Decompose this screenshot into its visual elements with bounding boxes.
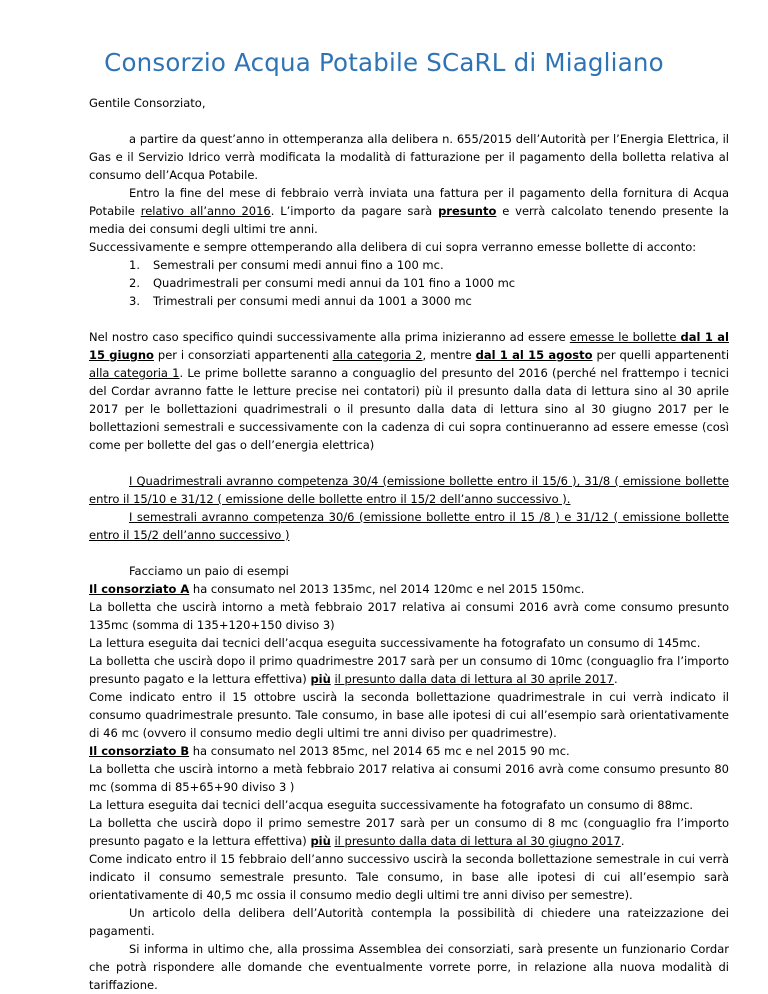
example-b-line: Come indicato entro il 15 febbraio dell’anno successivo uscirà la seconda bollettazione semestrale in cui verrà indicato il consumo semestrale presunto. Tale consumo, in base alle ipotesi di cui all’esempio sarà orientativamente di 40,5 mc ossia il consumo medio degli ultimi tre anni diviso per semestre). xyxy=(89,852,729,902)
list-item: 2. Quadrimestrali per consumi medi annui da 101 fino a 1000 mc xyxy=(129,276,516,290)
example-a-line: La bolletta che uscirà intorno a metà febbraio 2017 relativa ai consumi 2016 avrà come consumo presunto 135mc (somma di 135+120+150 diviso 3) xyxy=(89,600,729,632)
example-a-line: La lettura eseguita dai tecnici dell’acqua eseguita successivamente ha fotografato un consumo di 145mc. xyxy=(89,636,701,650)
paragraph-specific-case: Nel nostro caso specifico quindi successivamente alla prima inizieranno ad essere emesse le bollette dal 1 al 15 giugno per i consorziati appartenenti alla categoria 2, mentre dal 1 al 15 agosto per quelli appartenenti alla categoria 1. Le prime bollette saranno a conguaglio del presunto del 2016 (perché nel frattempo i tecnici del Cordar avranno fatte le letture precise nei contatori) più il presunto dalla data di lettura sino al 30 aprile 2017 per le bollettazioni quadrimestrali o il presunto dalla data di lettura sino al 30 giugno 2017 per le bollettazioni semestrali e successivamente con la cadenza di cui sopra continueranno ad essere emesse (così come per bollette del gas o dell’energia elettrica) xyxy=(89,330,730,452)
paragraph-quadrimestral-schedule: I Quadrimestrali avranno competenza 30/4 (emissione bollette entro il 15/6 ), 31/8 ( emissione bollette entro il 15/10 e 31/12 ( emissione delle bollette entro il 15/2 dell’anno successivo ). xyxy=(89,474,729,506)
paragraph-installments: Un articolo della delibera dell’Autorità contempla la possibilità di chiedere una rateizzazione dei pagamenti. xyxy=(89,906,729,938)
paragraph-advance-bills: Successivamente e sempre ottemperando alla delibera di cui sopra verranno emesse bollette di acconto: xyxy=(89,240,697,254)
list-item: 3. Trimestrali per consumi medi annui da 1001 a 3000 mc xyxy=(129,294,472,308)
spacer xyxy=(89,454,729,472)
spacer xyxy=(89,544,729,562)
example-b-line: La lettura eseguita dai tecnici dell’acqua eseguita successivamente ha fotografato un consumo di 88mc. xyxy=(89,798,694,812)
paragraph-semestral-schedule: I semestrali avranno competenza 30/6 (emissione bollette entro il 15 /8 ) e 31/12 ( emissione bollette entro il 15/2 dell’anno successivo ) xyxy=(89,510,729,542)
paragraph-february-invoice: Entro la fine del mese di febbraio verrà inviata una fattura per il pagamento della fornitura di Acqua Potabile relativo all’anno 2016. L’importo da pagare sarà presunto e verrà calcolato tenendo presente la media dei consumi degli ultimi tre anni. xyxy=(89,186,729,236)
list-item: 1. Semestrali per consumi medi annui fino a 100 mc. xyxy=(129,258,444,272)
example-a-line: Come indicato entro il 15 ottobre uscirà la seconda bollettazione quadrimestrale in cui verrà indicato il consumo quadrimestrale presunto. Tale consumo, in base alle ipotesi di cui all’esempio sarà orientativamente di 46 mc (ovvero il consumo medio degli ultimi tre anni diviso per quadrimestre). xyxy=(89,690,729,740)
page-title: Consorzio Acqua Potabile SCaRL di Miagliano xyxy=(104,48,664,77)
example-a-heading: Il consorziato A ha consumato nel 2013 135mc, nel 2014 120mc e nel 2015 150mc. xyxy=(89,582,585,596)
example-b-line: La bolletta che uscirà intorno a metà febbraio 2017 relativa ai consumi 2016 avrà come consumo presunto 80 mc (somma di 85+65+90 diviso 3 ) xyxy=(89,762,729,794)
paragraph-assembly: Si informa in ultimo che, alla prossima Assemblea dei consorziati, sarà presente un funzionario Cordar che potrà rispondere alle domande che eventualmente vorrete porre, in relazione alla nuova modalità di tariffazione. xyxy=(89,942,729,992)
letter-body xyxy=(89,94,729,994)
example-a-line: La bolletta che uscirà dopo il primo quadrimestre 2017 sarà per un consumo di 10mc (conguaglio fra l’importo presunto pagato e la lettura effettiva) più il presunto dalla data di lettura al 30 aprile 2017. xyxy=(89,654,729,686)
example-b-line: La bolletta che uscirà dopo il primo semestre 2017 sarà per un consumo di 8 mc (conguaglio fra l’importo presunto pagato e la lettura effettiva) più il presunto dalla data di lettura al 30 giugno 2017. xyxy=(89,816,729,848)
greeting: Gentile Consorziato, xyxy=(89,96,206,110)
billing-categories-list xyxy=(89,256,729,310)
example-b-heading: Il consorziato B ha consumato nel 2013 85mc, nel 2014 65 mc e nel 2015 90 mc. xyxy=(89,744,570,758)
spacer xyxy=(89,310,729,328)
paragraph-examples-intro: Facciamo un paio di esempi xyxy=(129,564,289,578)
spacer xyxy=(89,112,729,130)
paragraph-intro: a partire da quest’anno in ottemperanza alla delibera n. 655/2015 dell’Autorità per l’Energia Elettrica, il Gas e il Servizio Idrico verrà modificata la modalità di fatturazione per il pagamento della bolletta relativa al consumo dell’Acqua Potabile. xyxy=(89,132,729,182)
